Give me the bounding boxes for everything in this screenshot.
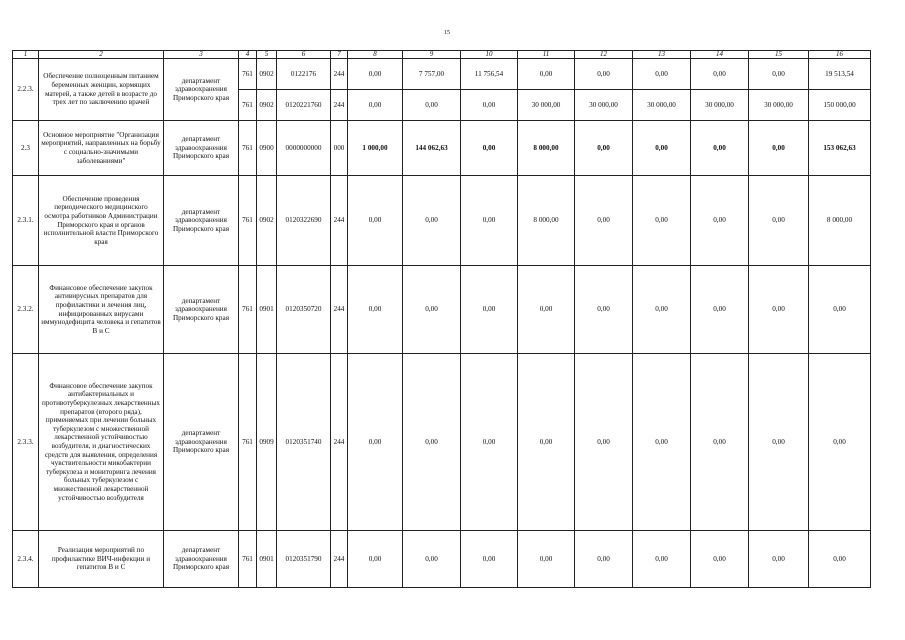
amount-cell: 0,00 xyxy=(348,531,403,588)
amount-cell: 0,00 xyxy=(691,59,749,90)
grbs-code: 761 xyxy=(239,59,257,90)
csr-code: 0000000000 xyxy=(277,121,331,176)
amount-cell: 30 000,00 xyxy=(518,90,575,121)
rzpr-code: 0909 xyxy=(257,354,277,531)
col-header: 12 xyxy=(575,51,633,59)
amount-cell: 30 000,00 xyxy=(575,90,633,121)
amount-total: 0,00 xyxy=(809,354,871,531)
amount-cell: 0,00 xyxy=(575,266,633,354)
col-header: 9 xyxy=(403,51,461,59)
row-number: 2.2.3. xyxy=(13,59,39,121)
col-header: 10 xyxy=(461,51,518,59)
amount-cell: 0,00 xyxy=(403,354,461,531)
amount-cell: 0,00 xyxy=(749,354,809,531)
amount-cell: 0,00 xyxy=(575,121,633,176)
amount-cell: 0,00 xyxy=(749,531,809,588)
grbs-code: 761 xyxy=(239,176,257,266)
amount-total: 153 062,63 xyxy=(809,121,871,176)
amount-total: 8 000,00 xyxy=(809,176,871,266)
measure-name: Основное мероприятие "Организация мероприятий, направленных на борьбу с социально-значимыми заболеваниями" xyxy=(39,121,164,176)
amount-cell: 0,00 xyxy=(461,90,518,121)
amount-cell: 11 756,54 xyxy=(461,59,518,90)
col-header: 7 xyxy=(331,51,348,59)
csr-code: 0120221760 xyxy=(277,90,331,121)
row-number: 2.3.2. xyxy=(13,266,39,354)
amount-cell: 0,00 xyxy=(518,531,575,588)
amount-cell: 0,00 xyxy=(518,266,575,354)
amount-total: 150 000,00 xyxy=(809,90,871,121)
amount-cell: 0,00 xyxy=(403,266,461,354)
table-row xyxy=(13,266,871,354)
table-row xyxy=(13,354,871,531)
department: департамент здравоохранения Приморского края xyxy=(164,266,239,354)
grbs-code: 761 xyxy=(239,90,257,121)
row-number: 2.3.3. xyxy=(13,354,39,531)
measure-name: Финансовое обеспечение закупок антибактериальных и противотуберкулезных лекарственных препаратов (второго ряда), применяемых при лечении больных туберкулезом с множественной лекарственной устойчивостью возбудителя, и диагностических средств для выявления, определения чувствительности микобактерии туберкулеза и мониторинга лечения больных туберкулезом с множественной лекарственной устойчивостью возбудителя xyxy=(39,354,164,531)
col-header: 6 xyxy=(277,51,331,59)
amount-cell: 0,00 xyxy=(403,90,461,121)
amount-cell: 0,00 xyxy=(575,59,633,90)
amount-cell: 0,00 xyxy=(633,176,691,266)
vr-code: 244 xyxy=(331,176,348,266)
table-row xyxy=(13,59,871,90)
amount-cell: 0,00 xyxy=(691,176,749,266)
rzpr-code: 0901 xyxy=(257,266,277,354)
amount-cell: 0,00 xyxy=(749,266,809,354)
vr-code: 244 xyxy=(331,354,348,531)
measure-name: Финансовое обеспечение закупок антивирусных препаратов для профилактики и лечения лиц, инфицированных вирусами иммунодефицита человека и гепатитов В и С xyxy=(39,266,164,354)
amount-total: 0,00 xyxy=(809,531,871,588)
amount-cell: 0,00 xyxy=(575,531,633,588)
amount-cell: 0,00 xyxy=(461,354,518,531)
rzpr-code: 0900 xyxy=(257,121,277,176)
amount-cell: 0,00 xyxy=(575,176,633,266)
table-row xyxy=(13,121,871,176)
vr-code: 244 xyxy=(331,59,348,90)
amount-cell: 144 062,63 xyxy=(403,121,461,176)
vr-code: 244 xyxy=(331,531,348,588)
row-number: 2.3 xyxy=(13,121,39,176)
csr-code: 0122176 xyxy=(277,59,331,90)
vr-code: 000 xyxy=(331,121,348,176)
amount-cell: 0,00 xyxy=(461,531,518,588)
amount-cell: 0,00 xyxy=(749,121,809,176)
amount-cell: 0,00 xyxy=(403,531,461,588)
col-header: 14 xyxy=(691,51,749,59)
column-number-row xyxy=(13,51,871,59)
measure-name: Обеспечение проведения периодического медицинского осмотра работников Администрации Приморского края и органов исполнительной власти Приморского края xyxy=(39,176,164,266)
col-header: 13 xyxy=(633,51,691,59)
rzpr-code: 0902 xyxy=(257,59,277,90)
amount-total: 19 513,54 xyxy=(809,59,871,90)
col-header: 4 xyxy=(239,51,257,59)
department: департамент здравоохранения Приморского края xyxy=(164,531,239,588)
col-header: 16 xyxy=(809,51,871,59)
amount-cell: 0,00 xyxy=(633,121,691,176)
amount-cell: 0,00 xyxy=(518,59,575,90)
department: департамент здравоохранения Приморского края xyxy=(164,354,239,531)
csr-code: 0120322690 xyxy=(277,176,331,266)
amount-cell: 0,00 xyxy=(633,354,691,531)
rzpr-code: 0902 xyxy=(257,176,277,266)
amount-cell: 0,00 xyxy=(461,121,518,176)
amount-cell: 8 000,00 xyxy=(518,121,575,176)
table-row xyxy=(13,531,871,588)
col-header: 2 xyxy=(39,51,164,59)
col-header: 8 xyxy=(348,51,403,59)
amount-cell: 0,00 xyxy=(348,266,403,354)
vr-code: 244 xyxy=(331,266,348,354)
table-row xyxy=(13,176,871,266)
page-number: 15 xyxy=(444,30,450,36)
amount-cell: 8 000,00 xyxy=(518,176,575,266)
amount-cell: 0,00 xyxy=(348,176,403,266)
vr-code: 244 xyxy=(331,90,348,121)
amount-cell: 30 000,00 xyxy=(691,90,749,121)
amount-cell: 0,00 xyxy=(633,59,691,90)
department: департамент здравоохранения Приморского края xyxy=(164,176,239,266)
amount-cell: 0,00 xyxy=(348,90,403,121)
grbs-code: 761 xyxy=(239,266,257,354)
amount-cell: 0,00 xyxy=(348,354,403,531)
amount-cell: 0,00 xyxy=(403,176,461,266)
budget-table xyxy=(12,50,871,588)
col-header: 11 xyxy=(518,51,575,59)
amount-cell: 0,00 xyxy=(691,354,749,531)
amount-cell: 0,00 xyxy=(461,266,518,354)
amount-cell: 0,00 xyxy=(749,59,809,90)
csr-code: 0120351790 xyxy=(277,531,331,588)
measure-name: Обеспечение полноценным питанием беременных женщин, кормящих матерей, а также детей в возрасте до трех лет по заключению врачей xyxy=(39,59,164,121)
amount-cell: 30 000,00 xyxy=(633,90,691,121)
amount-cell: 0,00 xyxy=(518,354,575,531)
grbs-code: 761 xyxy=(239,531,257,588)
amount-cell: 0,00 xyxy=(461,176,518,266)
row-number: 2.3.4. xyxy=(13,531,39,588)
department: департамент здравоохранения Приморского края xyxy=(164,59,239,121)
rzpr-code: 0901 xyxy=(257,531,277,588)
col-header: 3 xyxy=(164,51,239,59)
amount-cell: 0,00 xyxy=(348,59,403,90)
row-number: 2.3.1. xyxy=(13,176,39,266)
amount-cell: 30 000,00 xyxy=(749,90,809,121)
grbs-code: 761 xyxy=(239,354,257,531)
csr-code: 0120351740 xyxy=(277,354,331,531)
col-header: 1 xyxy=(13,51,39,59)
amount-total: 0,00 xyxy=(809,266,871,354)
col-header: 15 xyxy=(749,51,809,59)
amount-cell: 0,00 xyxy=(633,266,691,354)
csr-code: 0120350720 xyxy=(277,266,331,354)
amount-cell: 1 000,00 xyxy=(348,121,403,176)
amount-cell: 0,00 xyxy=(691,121,749,176)
department: департамент здравоохранения Приморского края xyxy=(164,121,239,176)
amount-cell: 0,00 xyxy=(749,176,809,266)
col-header: 5 xyxy=(257,51,277,59)
amount-cell: 7 757,00 xyxy=(403,59,461,90)
measure-name: Реализация мероприятий по профилактике ВИЧ-инфекции и гепатитов В и С xyxy=(39,531,164,588)
amount-cell: 0,00 xyxy=(691,531,749,588)
amount-cell: 0,00 xyxy=(575,354,633,531)
amount-cell: 0,00 xyxy=(691,266,749,354)
grbs-code: 761 xyxy=(239,121,257,176)
amount-cell: 0,00 xyxy=(633,531,691,588)
rzpr-code: 0902 xyxy=(257,90,277,121)
